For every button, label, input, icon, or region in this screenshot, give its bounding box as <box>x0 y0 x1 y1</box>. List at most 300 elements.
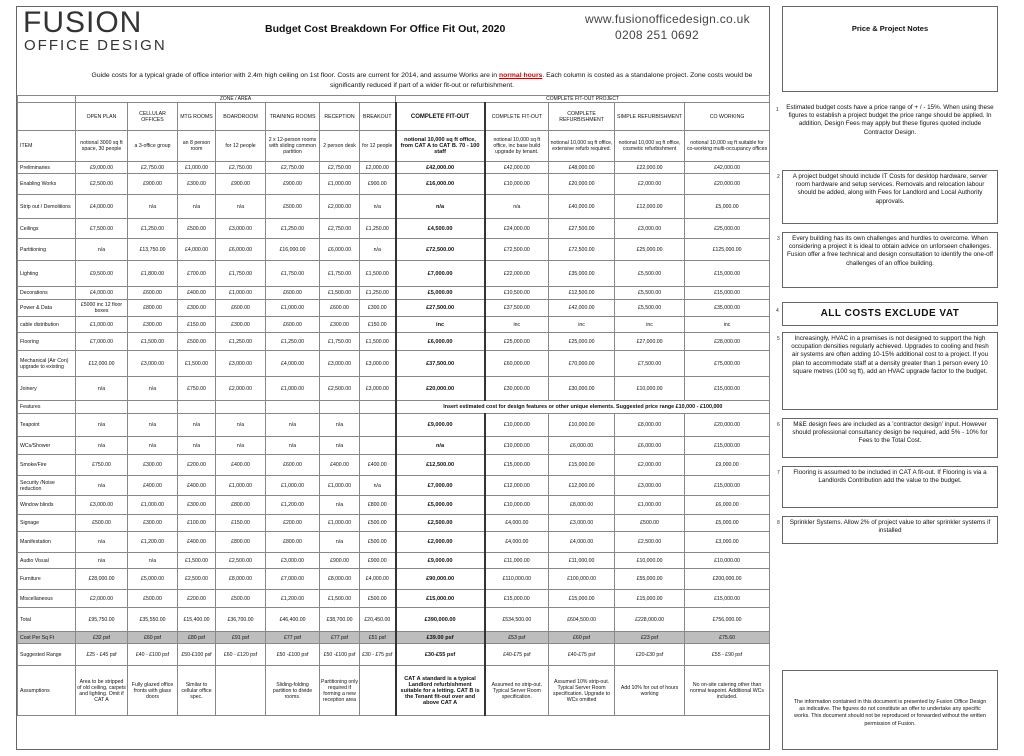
table-cell: £50 -£100 psf <box>320 644 360 666</box>
table-cell: £20,450.00 <box>360 608 396 632</box>
table-cell: £1,250.00 <box>360 219 396 239</box>
table-cell: £1,200.00 <box>128 532 178 553</box>
note-text: A project budget should include IT Costs for desktop hardware, server room hardware and setup services. Removals and relocation labour should be added, along with Fees for Landlord and Local Authority approvals. <box>792 173 988 205</box>
table-cell: n/a <box>76 437 128 455</box>
table-cell: n/a <box>76 377 128 401</box>
table-cell: £1,200.00 <box>266 496 320 515</box>
table-cell: n/a <box>128 437 178 455</box>
table-cell: n/a <box>320 414 360 437</box>
table-row <box>18 239 770 261</box>
table-cell: £2,500.00 <box>76 174 128 195</box>
table-cell: £70,000.00 <box>549 351 615 377</box>
blank-cell <box>360 401 396 414</box>
table-cell: £20-£30 psf <box>615 644 685 666</box>
table-cell: £60 psf <box>549 632 615 644</box>
table-cell <box>360 666 396 716</box>
row-label: Lighting <box>18 261 76 287</box>
table-cell: £42,000.00 <box>685 162 770 174</box>
table-cell: n/a <box>266 414 320 437</box>
table-cell: £800.00 <box>128 300 178 317</box>
table-cell: £8,000.00 <box>549 496 615 515</box>
column-header: CO WORKING <box>685 103 770 131</box>
table-cell: Sliding-folding partition to divide rooms. <box>266 666 320 716</box>
table-cell: £2,750.00 <box>320 219 360 239</box>
table-cell: £4,500.00 <box>396 219 485 239</box>
table-cell: £6,000.00 <box>549 437 615 455</box>
column-header: TRAINING ROOMS <box>266 103 320 131</box>
table-cell: £30,000.00 <box>485 377 549 401</box>
note-text: M&E design fees are included as a 'contractor design' input. However should professional consultancy design be required, add 5% - 10% for Fees to the Total Cost. <box>792 421 988 445</box>
table-cell: £15,000.00 <box>485 455 549 476</box>
table-cell: £42,000.00 <box>396 162 485 174</box>
table-cell: £1,250.00 <box>128 219 178 239</box>
blank-cell <box>216 401 266 414</box>
table-cell: £5000 inc 12 floor boxes <box>76 300 128 317</box>
table-cell: £2,000.00 <box>216 377 266 401</box>
table-cell: £15,000.00 <box>485 590 549 608</box>
blank-cell <box>18 103 76 131</box>
table-cell: £3,000.00 <box>266 553 320 569</box>
table-cell: £300.00 <box>320 317 360 333</box>
table-cell: £534,500.00 <box>485 608 549 632</box>
table-row <box>18 590 770 608</box>
table-cell: £1,250.00 <box>266 219 320 239</box>
table-cell: £110,000.00 <box>485 569 549 590</box>
table-cell: £91 psf <box>216 632 266 644</box>
cost-sheet <box>16 6 770 750</box>
table-cell: £7,000.00 <box>76 333 128 351</box>
table-cell: £750.00 <box>76 455 128 476</box>
table-cell: £27,500.00 <box>396 300 485 317</box>
note-number: 2 <box>777 174 780 180</box>
table-row <box>18 532 770 553</box>
table-cell: £1,200.00 <box>266 590 320 608</box>
table-cell: inc <box>485 317 549 333</box>
table-row <box>18 515 770 532</box>
table-cell: £300.00 <box>178 300 216 317</box>
table-row <box>18 644 770 666</box>
table-cell: £800.00 <box>216 532 266 553</box>
table-row <box>18 317 770 333</box>
table-cell: £750.00 <box>178 377 216 401</box>
table-cell: £150.00 <box>178 317 216 333</box>
table-cell: £500.00 <box>360 532 396 553</box>
table-cell: £1,000.00 <box>216 476 266 496</box>
table-cell: £3,000.00 <box>549 515 615 532</box>
table-cell: £12,500.00 <box>549 287 615 300</box>
table-cell: n/a <box>320 532 360 553</box>
table-cell: £40,000.00 <box>549 195 615 219</box>
table-cell: £300.00 <box>360 300 396 317</box>
table-cell: n/a <box>178 195 216 219</box>
table-cell: £22,000.00 <box>485 261 549 287</box>
table-cell: £10,000.00 <box>485 174 549 195</box>
table-cell: £2,500.00 <box>396 515 485 532</box>
table-cell: £25 - £45 psf <box>76 644 128 666</box>
note-2 <box>777 170 998 224</box>
table-cell: £60 - £120 psf <box>216 644 266 666</box>
column-header: SIMPLE REFURBISHMENT <box>615 103 685 131</box>
table-cell: £10,500.00 <box>485 287 549 300</box>
table-cell: £600.00 <box>128 287 178 300</box>
table-cell: £15,000.00 <box>685 287 770 300</box>
table-row <box>18 377 770 401</box>
table-cell: £390,000.00 <box>396 608 485 632</box>
table-cell: £40 - £100 psf <box>128 644 178 666</box>
table-cell: £3,000.00 <box>216 219 266 239</box>
document-title: Budget Cost Breakdown For Office Fit Out, 2020 <box>265 23 506 35</box>
table-cell: n/a <box>76 553 128 569</box>
blank-cell <box>18 96 76 103</box>
table-cell: Fully glazed office fronts with glass doors <box>128 666 178 716</box>
column-header: COMPLETE FIT-OUT <box>485 103 549 131</box>
table-cell: £15,000.00 <box>549 455 615 476</box>
table-cell: £5,000.00 <box>685 515 770 532</box>
table-cell: £400.00 <box>178 532 216 553</box>
note-number: 4 <box>776 308 779 314</box>
note-8 <box>777 516 998 544</box>
row-label: Mechanical (Air Con) upgrade to existing <box>18 351 76 377</box>
table-cell: n/a <box>76 239 128 261</box>
table-cell: n/a <box>76 532 128 553</box>
table-cell: £4,000.00 <box>178 239 216 261</box>
description-cell: a 3-office group <box>128 131 178 162</box>
table-cell: £25,000.00 <box>549 333 615 351</box>
row-label: Flooring <box>18 333 76 351</box>
column-header: CELLULAR OFFICES <box>128 103 178 131</box>
table-cell: £36,700.00 <box>216 608 266 632</box>
description-cell: for 12 people <box>360 131 396 162</box>
table-cell: £15,000.00 <box>685 437 770 455</box>
row-label: Preliminaries <box>18 162 76 174</box>
table-row <box>18 219 770 239</box>
row-label: Decorations <box>18 287 76 300</box>
table-cell: £37,500.00 <box>396 351 485 377</box>
table-cell: £2,500.00 <box>320 377 360 401</box>
table-cell: £100,000.00 <box>549 569 615 590</box>
table-cell: £5,000.00 <box>685 195 770 219</box>
table-cell: n/a <box>320 496 360 515</box>
table-row <box>18 455 770 476</box>
table-cell: £7,000.00 <box>396 476 485 496</box>
table-cell: £20,000.00 <box>685 174 770 195</box>
table-cell: £800.00 <box>266 532 320 553</box>
table-cell: Partitioning only required if forming a new reception area <box>320 666 360 716</box>
row-label: Total <box>18 608 76 632</box>
cost-table <box>17 95 770 716</box>
table-cell: £4,000.00 <box>549 532 615 553</box>
table-cell: £200,000.00 <box>685 569 770 590</box>
table-cell: £1,500.00 <box>178 553 216 569</box>
table-cell: £1,800.00 <box>128 261 178 287</box>
note-text: Estimated budget costs have a price range of + / - 15%. When using these figures to establish a project budget the price range should be applied. In addition, Design Fees may apply but these figures quoted include Contractor Design. <box>786 104 994 136</box>
table-cell: £30-£55 psf <box>396 644 485 666</box>
table-cell <box>216 666 266 716</box>
guide-intro <box>77 71 767 91</box>
table-cell: £1,000.00 <box>128 496 178 515</box>
column-header: COMPLETE REFURBISHMENT <box>549 103 615 131</box>
table-cell: £3,000.00 <box>615 476 685 496</box>
table-cell: £600.00 <box>320 300 360 317</box>
table-cell: £72,500.00 <box>549 239 615 261</box>
table-cell: £600.00 <box>266 317 320 333</box>
table-cell: £55 - £90 psf <box>685 644 770 666</box>
table-cell: £8,000.00 <box>615 414 685 437</box>
table-cell: £15,000.00 <box>549 590 615 608</box>
table-cell: n/a <box>76 414 128 437</box>
table-row <box>18 351 770 377</box>
note-text: Flooring is assumed to be included in CAT A fit-out. If Flooring is via a Landlords Contribution add the value to the budget. <box>793 469 987 485</box>
table-cell: £3,000.00 <box>360 377 396 401</box>
row-label: Ceilings <box>18 219 76 239</box>
row-label: Teapoint <box>18 414 76 437</box>
table-cell: £604,500.00 <box>549 608 615 632</box>
table-cell: inc <box>549 317 615 333</box>
table-cell: £39.00 psf <box>396 632 485 644</box>
table-cell: £12,000.00 <box>549 476 615 496</box>
table-cell: £1,250.00 <box>216 333 266 351</box>
row-label: Features <box>18 401 76 414</box>
notes-panel <box>776 6 998 750</box>
table-cell: £3,000.00 <box>216 351 266 377</box>
table-cell: £150.00 <box>216 515 266 532</box>
vat-notice: ALL COSTS EXCLUDE VAT <box>782 302 998 326</box>
table-cell: £1,000.00 <box>320 174 360 195</box>
row-label: WCs/Shower <box>18 437 76 455</box>
blank-cell <box>128 401 178 414</box>
column-header: MTG ROOMS <box>178 103 216 131</box>
table-row <box>18 666 770 716</box>
table-cell: £55,000.00 <box>615 569 685 590</box>
table-cell: £37,500.00 <box>485 300 549 317</box>
table-cell: £27,500.00 <box>549 219 615 239</box>
row-label: ITEM <box>18 131 76 162</box>
table-cell: £35,550.00 <box>128 608 178 632</box>
note-text: Increasingly, HVAC in a premises is not designed to support the high occupation densities regularly achieved. Upgrades to cooling and fresh air systems are often adding 10-15% additional cost to a project. If you plan to accommodate staff at a density greater than 1 person every 10 square metres (100 sq ft), add an HVAC upgrade factor to the budget. <box>791 335 989 375</box>
table-cell: £1,750.00 <box>320 333 360 351</box>
table-cell: £600.00 <box>266 287 320 300</box>
table-cell: £600.00 <box>266 455 320 476</box>
row-label: cable distribution <box>18 317 76 333</box>
logo-office-design: OFFICE DESIGN <box>24 37 167 54</box>
table-cell: CAT A standard is a typical Landlord refurbishment suitable for a letting. CAT B is the Tenant fit-out over and above CAT A <box>396 666 485 716</box>
disclaimer: The information contained in this document is presented by Fusion Office Design as indicative. The figures do not constitute an offer to undertake any specific works. This document should not be reproduced or forwarded without the written permission of Fusion. <box>782 670 998 750</box>
table-cell: n/a <box>128 414 178 437</box>
table-cell: £12,000.00 <box>76 351 128 377</box>
table-cell: £300.00 <box>178 174 216 195</box>
table-cell: £15,000.00 <box>615 590 685 608</box>
row-label: Miscellaneous <box>18 590 76 608</box>
note-5 <box>777 332 998 410</box>
blank-cell <box>178 401 216 414</box>
note-7 <box>777 466 998 508</box>
description-cell: 2 x 12-person rooms with sliding common partition <box>266 131 320 162</box>
table-cell: £900.00 <box>320 553 360 569</box>
table-cell: £150.00 <box>360 317 396 333</box>
table-cell: £1,000.00 <box>320 515 360 532</box>
note-3 <box>777 232 998 288</box>
table-cell: £5,500.00 <box>615 300 685 317</box>
website-text: www.fusionofficedesign.co.uk <box>585 12 750 26</box>
table-cell: £7,000.00 <box>396 261 485 287</box>
table-cell: £1,500.00 <box>360 333 396 351</box>
table-cell: £1,500.00 <box>128 333 178 351</box>
table-cell: £1,750.00 <box>216 261 266 287</box>
table-row <box>18 632 770 644</box>
table-cell: n/a <box>360 239 396 261</box>
table-cell: £3,000.00 <box>320 351 360 377</box>
table-cell: £4,000.00 <box>485 532 549 553</box>
table-cell: £4,000.00 <box>266 351 320 377</box>
table-cell: £500.00 <box>216 590 266 608</box>
row-label: Window blinds <box>18 496 76 515</box>
table-cell: £7,000.00 <box>266 569 320 590</box>
table-cell: £6,000.00 <box>615 437 685 455</box>
table-cell: £1,500.00 <box>320 287 360 300</box>
table-cell: Assumed no strip-out. Typical Server Room specification. <box>485 666 549 716</box>
table-cell: £3,000.00 <box>685 532 770 553</box>
table-cell: £12,000.00 <box>485 476 549 496</box>
table-cell: £15,000.00 <box>685 377 770 401</box>
row-label: Assumptions <box>18 666 76 716</box>
table-cell: £9,000.00 <box>76 162 128 174</box>
table-cell: £15,400.00 <box>178 608 216 632</box>
table-cell: £13,750.00 <box>128 239 178 261</box>
table-cell: £400.00 <box>360 455 396 476</box>
blank-cell <box>320 401 360 414</box>
table-cell: £9,000.00 <box>685 455 770 476</box>
table-cell: £2,500.00 <box>216 553 266 569</box>
table-cell: £90,000.00 <box>396 569 485 590</box>
description-row <box>18 131 770 162</box>
complete-group-header: COMPLETE FIT-OUT PROJECT <box>396 96 770 103</box>
table-cell: Add 10% for out of hours working <box>615 666 685 716</box>
table-cell: £500.00 <box>360 590 396 608</box>
column-header: BOARDROOM <box>216 103 266 131</box>
table-cell: £500.00 <box>360 515 396 532</box>
group-header-row <box>18 96 770 103</box>
table-cell: £5,500.00 <box>615 287 685 300</box>
table-cell: £300.00 <box>178 496 216 515</box>
table-cell: n/a <box>216 437 266 455</box>
row-label: Partitioning <box>18 239 76 261</box>
table-cell: £30,000.00 <box>549 377 615 401</box>
table-row <box>18 195 770 219</box>
table-cell: £24,000.00 <box>485 219 549 239</box>
note-6 <box>777 418 998 458</box>
table-cell: £20,000.00 <box>396 377 485 401</box>
table-cell: £2,750.00 <box>320 162 360 174</box>
table-cell: inc <box>685 317 770 333</box>
table-cell: £1,000.00 <box>76 317 128 333</box>
table-cell: £15,000.00 <box>396 590 485 608</box>
table-row <box>18 414 770 437</box>
table-cell: £900.00 <box>216 174 266 195</box>
table-cell: £35,000.00 <box>685 300 770 317</box>
table-cell: £2,000.00 <box>615 455 685 476</box>
table-cell: £1,750.00 <box>320 261 360 287</box>
table-cell: £1,250.00 <box>360 287 396 300</box>
row-label: Signage <box>18 515 76 532</box>
table-cell: £800.00 <box>216 496 266 515</box>
row-label: Furniture <box>18 569 76 590</box>
zone-group-header: ZONE / AREA <box>76 96 396 103</box>
table-cell: n/a <box>76 476 128 496</box>
table-cell: £77 psf <box>266 632 320 644</box>
table-cell: £1,000.00 <box>216 287 266 300</box>
note-number: 1 <box>776 107 779 113</box>
blank-cell <box>266 401 320 414</box>
table-cell: £2,000.00 <box>396 532 485 553</box>
table-cell: £1,000.00 <box>615 496 685 515</box>
table-cell: £200.00 <box>266 515 320 532</box>
table-row <box>18 261 770 287</box>
table-cell: £500.00 <box>615 515 685 532</box>
table-cell: £200.00 <box>178 590 216 608</box>
table-cell: £4,000.00 <box>76 287 128 300</box>
table-cell: £10,000.00 <box>615 377 685 401</box>
table-cell: £3,000.00 <box>128 351 178 377</box>
table-cell: £5,500.00 <box>615 261 685 287</box>
table-cell: £500.00 <box>266 195 320 219</box>
description-cell: notional 10,000 sq ft office, from CAT A to CAT B. 70 - 100 staff <box>396 131 485 162</box>
table-cell: £756,000.00 <box>685 608 770 632</box>
column-header: BREAKOUT <box>360 103 396 131</box>
table-cell: £10,000.00 <box>485 496 549 515</box>
table-cell: Similar to cellular office spec. <box>178 666 216 716</box>
table-cell: £30 - £75 psf <box>360 644 396 666</box>
table-cell: £300.00 <box>128 515 178 532</box>
description-cell: an 8 person room <box>178 131 216 162</box>
table-cell: £38,700.00 <box>320 608 360 632</box>
blank-cell <box>76 401 128 414</box>
table-cell: £15,000.00 <box>685 261 770 287</box>
table-cell: £11,000.00 <box>485 553 549 569</box>
table-cell: £9,000.00 <box>396 414 485 437</box>
row-label: Security /Noise reduction <box>18 476 76 496</box>
table-cell: £4,000.00 <box>485 515 549 532</box>
table-cell: £700.00 <box>178 261 216 287</box>
row-label: Suggested Range <box>18 644 76 666</box>
table-cell: £80 psf <box>178 632 216 644</box>
table-cell: n/a <box>396 437 485 455</box>
table-cell: inc <box>615 317 685 333</box>
table-cell: £1,500.00 <box>360 261 396 287</box>
table-cell: n/a <box>320 437 360 455</box>
note-number: 3 <box>777 236 780 242</box>
table-row <box>18 300 770 317</box>
table-cell: £6,000.00 <box>396 333 485 351</box>
table-cell: No on-site catering other than normal teapoint. Additional WCs included. <box>685 666 770 716</box>
table-cell: n/a <box>128 553 178 569</box>
note-text: Sprinkler Systems. Allow 2% of project value to alter sprinkler systems if installed <box>789 519 991 535</box>
table-cell: £400.00 <box>178 476 216 496</box>
table-cell: £6,000.00 <box>685 496 770 515</box>
table-cell: £20,000.00 <box>685 414 770 437</box>
column-header: RECEPTION <box>320 103 360 131</box>
table-cell: £7,500.00 <box>76 219 128 239</box>
guide-text-1: Guide costs for a typical grade of office interior with 2.4m high ceiling on 1st floor. Costs are current for 2014, and assume Works are in <box>91 72 499 79</box>
table-cell: £50 -£100 psf <box>266 644 320 666</box>
table-cell: £7,500.00 <box>615 351 685 377</box>
table-cell: £2,750.00 <box>128 162 178 174</box>
table-cell: £1,000.00 <box>320 476 360 496</box>
column-header-row <box>18 103 770 131</box>
table-cell: £400.00 <box>216 455 266 476</box>
table-cell: £95,750.00 <box>76 608 128 632</box>
table-cell: £50-£100 psf <box>178 644 216 666</box>
description-cell: 2 person desk <box>320 131 360 162</box>
